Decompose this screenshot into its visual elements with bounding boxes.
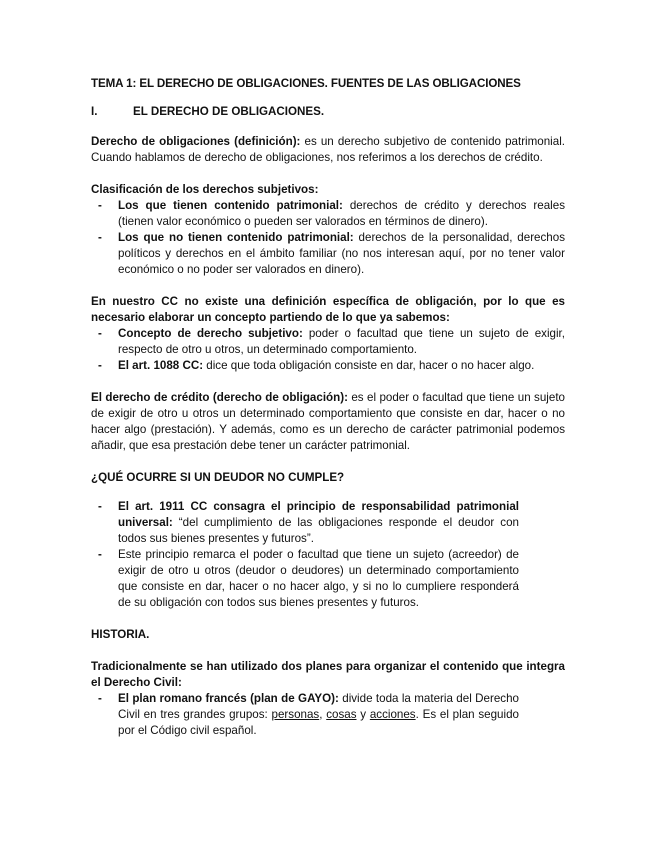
credit-text: es el poder o facultad que tiene un sujeto de exigir de otro u otros un determinado comportamiento que consiste en dar, hacer o no hacer algo (prestación). Y además, como es un derecho de carácter patrimonial podemos añadir, que esa prestación debe tener un carácter patrimonial. (91, 391, 565, 452)
document-body (91, 76, 565, 739)
history-intro: Tradicionalmente se han utilizado dos planes para organizar el contenido que integra el Derecho Civil: (91, 660, 565, 689)
document-title: TEMA 1: EL DERECHO DE OBLIGACIONES. FUENTES DE LAS OBLIGACIONES (91, 77, 521, 90)
list-item-term: Los que tienen contenido patrimonial: (118, 199, 343, 212)
list-item-text: Este principio remarca el poder o facultad que tiene un sujeto (acreedor) de exigir de otro u otros (deudor o deudores) un determinado comportamiento que consiste en dar, hacer o no hacer algo, y si no lo cumpliere responderá de su obligación con todos sus bienes presentes y futuros. (118, 548, 519, 609)
classification-heading: Clasificación de los derechos subjetivos: (91, 183, 319, 196)
section-title: EL DERECHO DE OBLIGACIONES. (133, 105, 325, 118)
debtor-heading: ¿QUÉ OCURRE SI UN DEUDOR NO CUMPLE? (91, 471, 345, 484)
list-item-term: Los que no tienen contenido patrimonial: (118, 231, 354, 244)
cc-list (91, 326, 565, 374)
debtor-list (91, 499, 565, 611)
separator-text: y (356, 708, 370, 721)
underlined-word: acciones (369, 708, 416, 721)
list-item (91, 547, 565, 611)
list-item-text: . Es el plan seguido por el Código civil español. (118, 708, 519, 737)
list-item (91, 358, 565, 374)
credit-paragraph (91, 390, 565, 454)
list-item-text: dice que toda obligación consiste en dar, hacer o no hacer algo. (203, 359, 535, 372)
underlined-word: personas (271, 708, 320, 721)
classification-list (91, 198, 565, 278)
history-list (91, 691, 565, 739)
credit-term: El derecho de crédito (derecho de obligación): (91, 391, 348, 404)
list-item-text: divide toda la materia del Derecho Civil en tres grandes grupos: (118, 692, 519, 721)
list-item (91, 691, 565, 739)
list-item-term: El plan romano francés (plan de GAYO): (118, 692, 339, 705)
cc-heading: En nuestro CC no existe una definición específica de obligación, por lo que es necesario elaborar un concepto partiendo de lo que ya sabemos: (91, 295, 565, 324)
definition-paragraph (91, 134, 565, 166)
history-heading: HISTORIA. (91, 628, 150, 641)
list-item-text: derechos de crédito y derechos reales (tienen valor económico o pueden ser valorados en términos de dinero). (118, 199, 565, 228)
list-item-term: Concepto de derecho subjetivo: (118, 327, 303, 340)
list-item (91, 499, 565, 547)
list-item (91, 326, 565, 358)
list-item-text: “del cumplimiento de las obligaciones responde el deudor con todos sus bienes presentes y futuros”. (118, 516, 519, 545)
list-item-term: El art. 1088 CC: (118, 359, 204, 372)
list-item (91, 198, 565, 230)
underlined-word: cosas (326, 708, 357, 721)
section-heading (91, 104, 565, 120)
list-item-term: El art. 1911 CC consagra el principio de responsabilidad patrimonial universal: (118, 500, 519, 529)
section-number: I. (91, 105, 98, 118)
list-item-text: poder o facultad que tiene un sujeto de exigir, respecto de otro u otros, un determinado comportamiento. (118, 327, 565, 356)
separator-text: , (319, 708, 327, 721)
list-item (91, 230, 565, 278)
definition-text: es un derecho subjetivo de contenido patrimonial. Cuando hablamos de derecho de obligaciones, nos referimos a los derechos de crédito. (91, 135, 566, 164)
list-item-text: derechos de la personalidad, derechos políticos y derechos en el ámbito familiar (no nos interesan aquí, por no tener valor económico o no poder ser valorados en dinero). (118, 231, 565, 276)
definition-term: Derecho de obligaciones (definición): (91, 135, 301, 148)
